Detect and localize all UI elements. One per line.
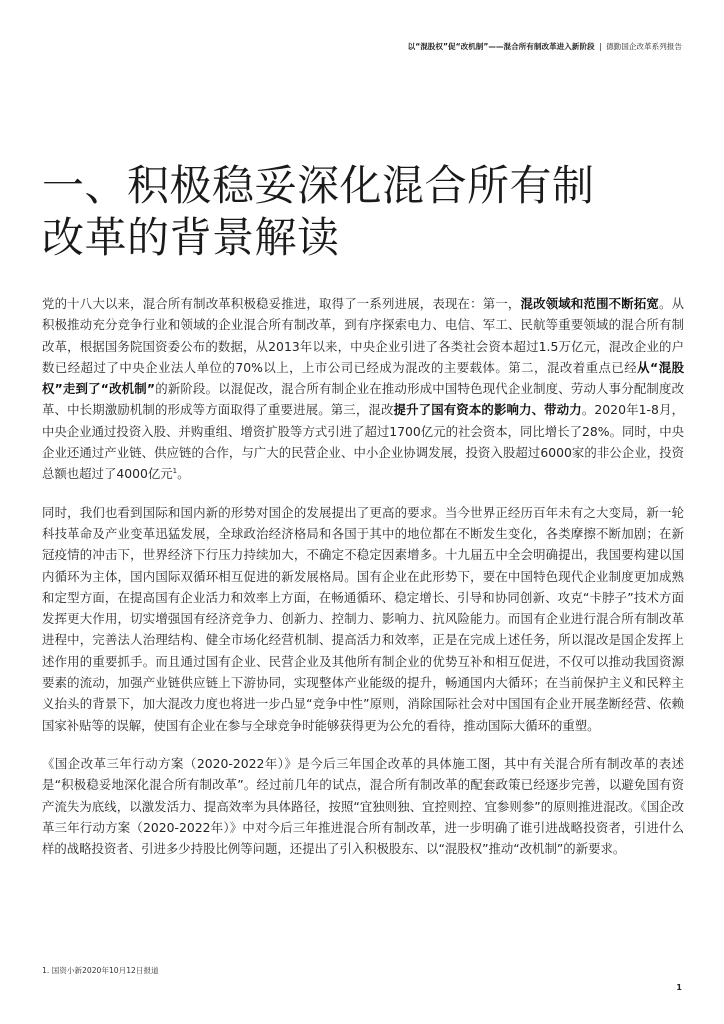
section-title-line-2: 改革的背景解读 [42, 213, 340, 262]
paragraph-3: 《国企改革三年行动方案（2020-2022年）》是今后三年国企改革的具体施工图，其中有关混合所有制改革的表述是“积极稳妥地深化混合所有制改革”。经过前几年的试点，混合所有制改革的配套政策已经逐步完善，以避免国有资产流失为底线，以激发活力、提高效率为具体路径，按照“宜独则独、宜控则控、宜参则参”的原则推进混改。《国企改革三年行动方案（2020-2022年）》中对今后三年推进混合所有制改革，进一步明确了谁引进战略投资者，引进什么样的战略投资者、引进多少持股比例等问题，还提出了引入积极股东、以“混股权”推动“改机制”的新要求。 [42, 755, 684, 857]
section-title [42, 160, 682, 264]
body-text [42, 293, 684, 876]
paragraph-1-text-a: 党的十八大以来，混合所有制改革积极稳妥推进，取得了一系列进展，表现在：第一， [42, 296, 521, 311]
footnote-reference: 1 [172, 467, 178, 476]
page-number: 1 [676, 983, 682, 992]
paragraph-1-highlight-c: 提升了国有资本的影响力、带动力 [393, 402, 582, 418]
paragraph-1-text-b: 。从积极推动充分竞争行业和领域的企业混合所有制改革，到有序探索电力、电信、军工、民航等重要领域的混合所有制改革，根据国务院国资委公布的数据，从2013年以来，中央企业引进了各类社会资本超过1.5万亿元，混改企业的户数已经超过了中央企业法人单位的70%以上，上市公司已经成为混改的主要载体。第二，混改着重点已经 [42, 296, 685, 375]
footnote: 1. 国资小新2020年10月12日报道 [42, 966, 159, 975]
paragraph-1-highlight-b: 从“混股权”走到了“改机制” [42, 359, 684, 397]
running-header-separator: | [599, 42, 602, 51]
running-header [42, 42, 682, 52]
paragraph-2: 同时，我们也看到国际和国内新的形势对国企的发展提出了更高的要求。当今世界正经历百年未有之大变局，新一轮科技革命及产业变革迅猛发展，全球政治经济格局和各国于其中的地位都在不断发生变化，各类摩擦不断加剧；在新冠疫情的冲击下，世界经济下行压力持续加大，不确定不稳定因素增多。十九届五中全会明确提出，我国要构建以国内循环为主体，国内国际双循环相互促进的新发展格局。国有企业在此形势下，要在中国特色现代企业制度更加成熟和定型方面，在提高国有企业活力和效率上方面，在畅通循环、稳定增长、引导和协同创新、攻克“卡脖子”技术方面发挥更大作用，切实增强国有经济竞争力、创新力、控制力、影响力、抗风险能力。而国有企业进行混合所有制改革进程中，完善法人治理结构、健全市场化经营机制、提高活力和效率，正是在完成上述任务，所以混改是国企发挥上述作用的重要抓手。而且通过国有企业、民营企业及其他所有制企业的优势互补和相互促进，不仅可以推动我国资源要素的流动，加强产业链供应链上下游协同，实现整体产业能级的提升，畅通国内大循环；在当前保护主义和民粹主义抬头的背景下，加大混改力度也将进一步凸显“竞争中性”原则，消除国际社会对中国国有企业开展垄断经营、依赖国家补贴等的误解，使国有企业在参与全球竞争时能够获得更为公允的看待，推动国际大循环的重塑。 [42, 504, 684, 733]
paragraph-1-highlight-a: 混改领域和范围不断拓宽 [520, 296, 660, 311]
paragraph-1-text-d: 。2020年1-8月，中央企业通过投资入股、并购重组、增资扩股等方式引进了超过1700亿元的社会资本，同比增长了28%。同时，中央企业还通过产业链、供应链的合作，与广大的民营企业、中小企业协调发展，投资入股超过6000家的非公企业，投资总额也超过了4000亿元 [42, 402, 685, 482]
paragraph-1-text-c: 的新阶段。以混促改，混合所有制企业在推动形成中国特色现代企业制度、劳动人事分配制度改革、中长期激励机制的形成等方面取得了重要进展。第三，混改 [42, 381, 685, 418]
paragraph-1 [42, 293, 684, 485]
paragraph-1-text-end: 。 [177, 466, 190, 482]
section-title-line-1: 一、积极稳妥深化混合所有制 [42, 161, 595, 210]
running-header-title: 以“混股权”促“改机制”——混合所有制改革进入新阶段 [407, 42, 595, 51]
running-header-series: 德勤国企改革系列报告 [606, 42, 682, 51]
